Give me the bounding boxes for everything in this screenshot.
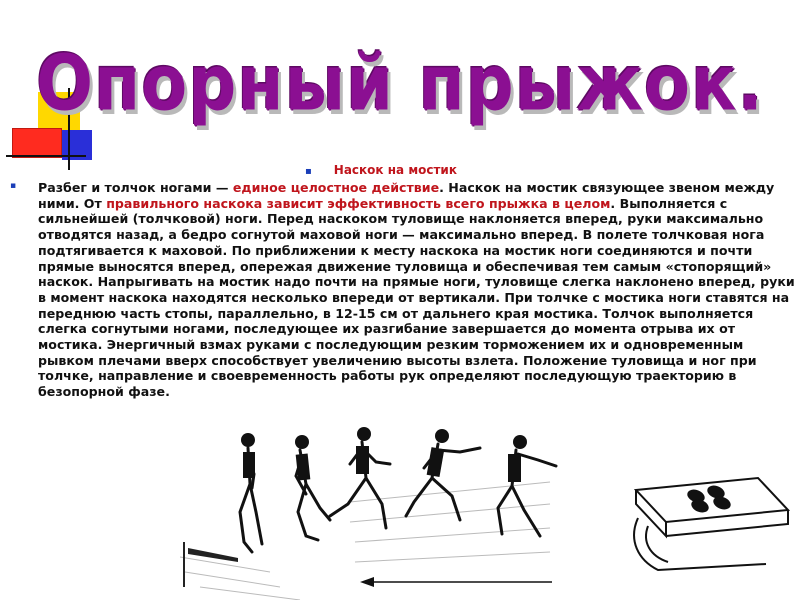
- footprint-icon: [685, 483, 732, 514]
- athlete-figure: [330, 427, 390, 528]
- subheading-bullet-icon: ▪: [305, 166, 312, 177]
- athlete-figure: [406, 429, 480, 520]
- athlete-figure: [498, 435, 556, 536]
- body-paragraph: [38, 180, 798, 400]
- subheading-text: Наскок на мостик: [333, 163, 457, 177]
- paragraph-text: . Наскок на мостик связующее звеном между ними. От: [38, 180, 775, 211]
- athlete-figure: [295, 435, 330, 540]
- decor-horizontal-line: [6, 155, 86, 157]
- athlete-figure: [240, 433, 262, 552]
- jump-sequence-illustration: [180, 412, 560, 600]
- highlighted-text: правильного наскока зависит эффективность всего прыжка в целом: [106, 195, 611, 211]
- paragraph-text: Разбег и толчок ногами —: [38, 180, 233, 195]
- slide-title: Опорный прыжок.: [36, 38, 764, 128]
- subheading: [305, 163, 457, 177]
- springboard-illustration: [618, 470, 794, 590]
- paragraph-text: . Выполняется с сильнейшей (толчковой) ноги. Перед наскоком туловище наклоняется вперед, руки максимально отводятся назад, а бедро согнутой маховой ноги — максимально вперед. В полете толчковая нога подтягивается к маховой. По приближении к месту наскока на мостик ноги соединяются и почти прямые выносятся вперед, опережая движение туловища и обеспечивая тем самым «стопорящий» наскок. Напрыгивать на мостик надо почти на прямые ноги, туловище слегка наклонено вперед, руки в момент наскока находятся несколько впереди от вертикали. При толчке с мостика ноги ставятся на переднюю часть стопы, параллельно, в 12-15 см от дальнего края мостика. Толчок выполняется слегка согнутыми ногами, последующее их разгибание завершается до момента отрыва их от мостика. Энергичный взмах руками с последующим резким торможением их и одновременным рывком плечами вверх способствует увеличению высоты взлета. Положение туловища и ног при толчке, направление и своевременность работы рук определяют последующую траекторию в безопорной фазе.: [38, 195, 795, 400]
- highlighted-text: единое целостное действие: [232, 180, 440, 195]
- decor-red-rectangle: [12, 128, 62, 158]
- paragraph-bullet-icon: ▪: [10, 181, 17, 191]
